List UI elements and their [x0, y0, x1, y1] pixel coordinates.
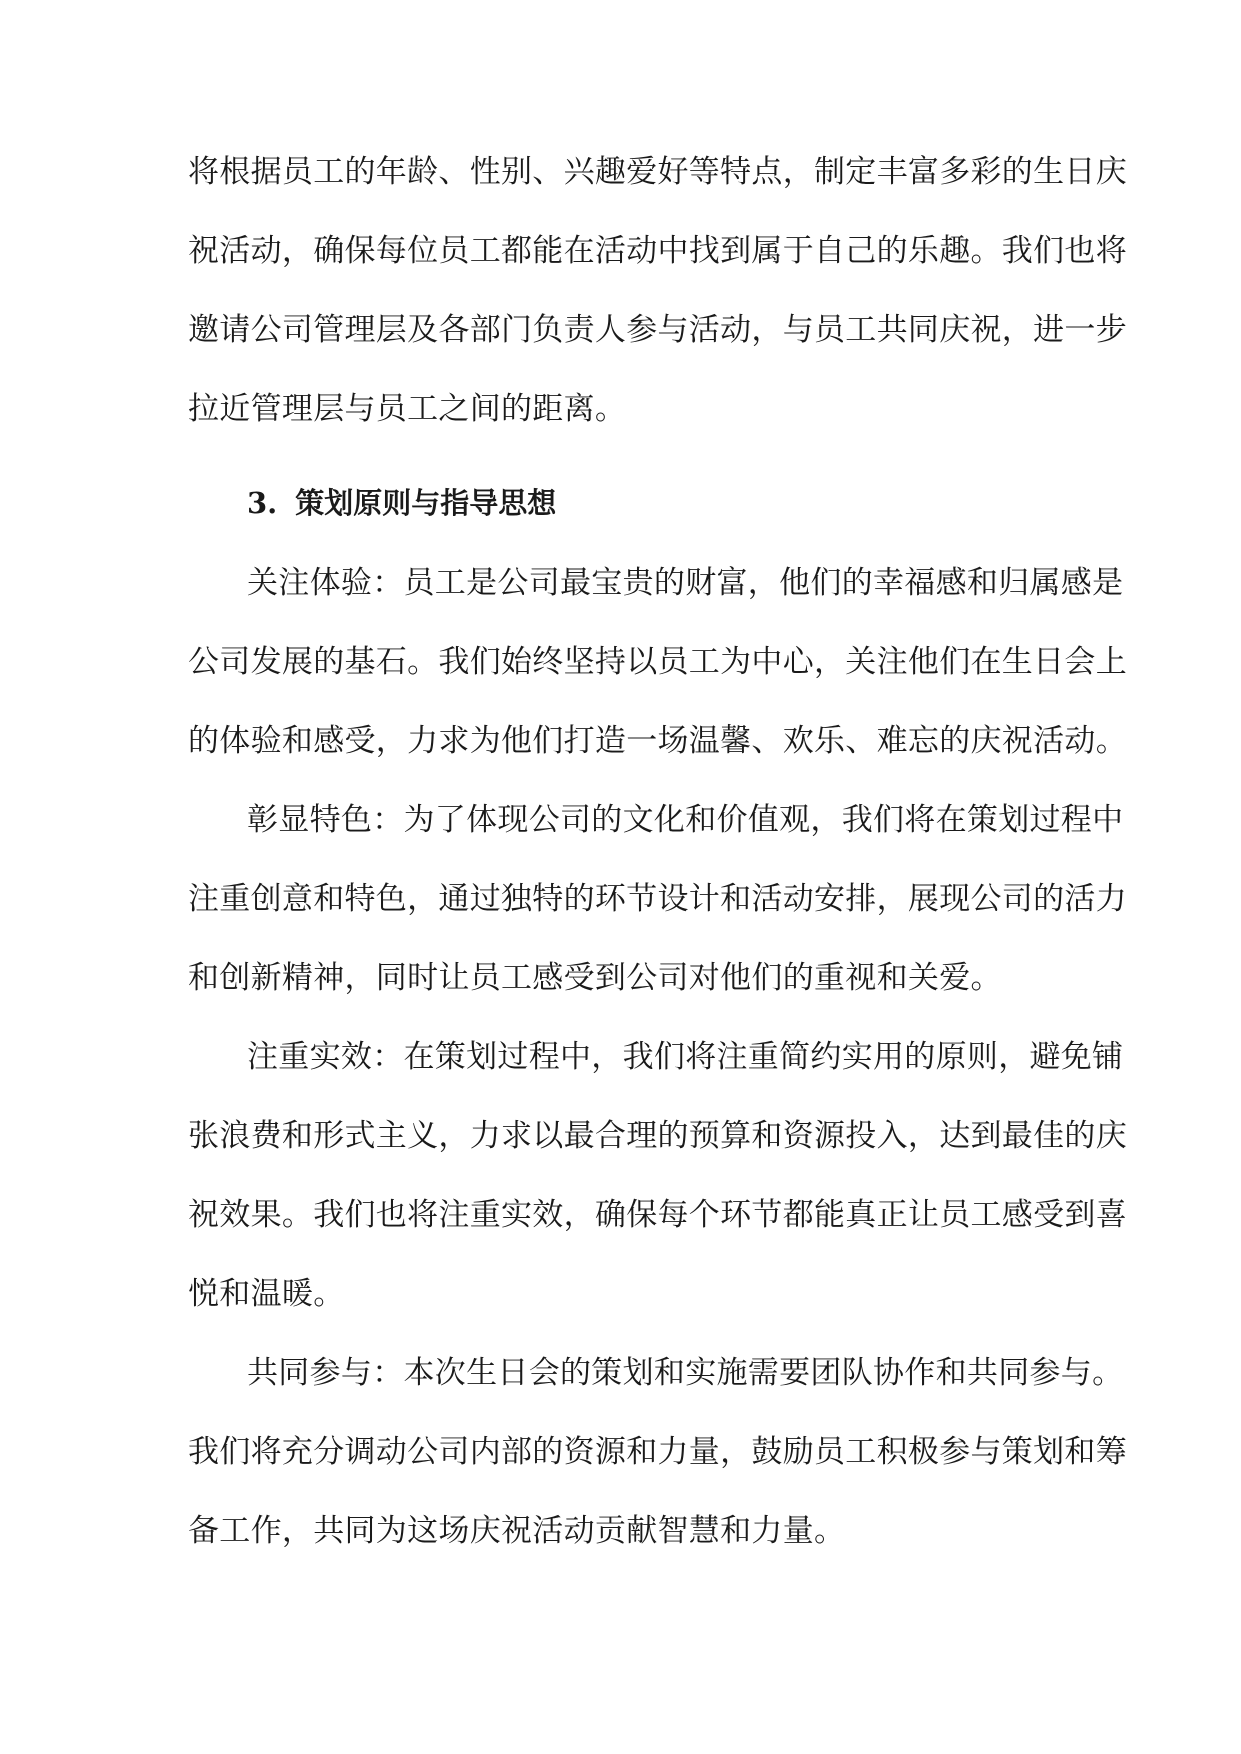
- paragraph-2-line-3: 和创新精神，同时让员工感受到公司对他们的重视和关爱。: [188, 960, 1002, 996]
- paragraph-1-line-2: 公司发展的基石。我们始终坚持以员工为中心，关注他们在生日会上: [188, 644, 1127, 680]
- intro-line-2: 祝活动，确保每位员工都能在活动中找到属于自己的乐趣。我们也将: [188, 233, 1127, 269]
- paragraph-2-line-1: 彰显特色：为了体现公司的文化和价值观，我们将在策划过程中: [247, 802, 1124, 838]
- paragraph-3-line-4: 悦和温暖。: [188, 1276, 345, 1312]
- paragraph-3-line-2: 张浪费和形式主义，力求以最合理的预算和资源投入，达到最佳的庆: [188, 1118, 1127, 1154]
- paragraph-3-line-1: 注重实效：在策划过程中，我们将注重简约实用的原则，避免铺: [247, 1039, 1124, 1075]
- intro-line-1: 将根据员工的年龄、性别、兴趣爱好等特点，制定丰富多彩的生日庆: [188, 154, 1127, 190]
- intro-line-3: 邀请公司管理层及各部门负责人参与活动，与员工共同庆祝，进一步: [188, 312, 1127, 348]
- section-title: 策划原则与指导思想: [295, 486, 557, 520]
- paragraph-4-line-1: 共同参与：本次生日会的策划和实施需要团队协作和共同参与。: [247, 1355, 1124, 1391]
- section-heading: [247, 483, 556, 523]
- paragraph-3-line-3: 祝效果。我们也将注重实效，确保每个环节都能真正让员工感受到喜: [188, 1197, 1127, 1233]
- paragraph-4-line-3: 备工作，共同为这场庆祝活动贡献智慧和力量。: [188, 1513, 846, 1549]
- paragraph-1-line-3: 的体验和感受，力求为他们打造一场温馨、欢乐、难忘的庆祝活动。: [188, 723, 1127, 759]
- paragraph-4-line-2: 我们将充分调动公司内部的资源和力量，鼓励员工积极参与策划和筹: [188, 1434, 1127, 1470]
- paragraph-1-line-1: 关注体验：员工是公司最宝贵的财富，他们的幸福感和归属感是: [247, 565, 1124, 601]
- paragraph-2-line-2: 注重创意和特色，通过独特的环节设计和活动安排，展现公司的活力: [188, 881, 1127, 917]
- intro-line-4: 拉近管理层与员工之间的距离。: [188, 391, 627, 427]
- section-number: 3.: [247, 486, 278, 520]
